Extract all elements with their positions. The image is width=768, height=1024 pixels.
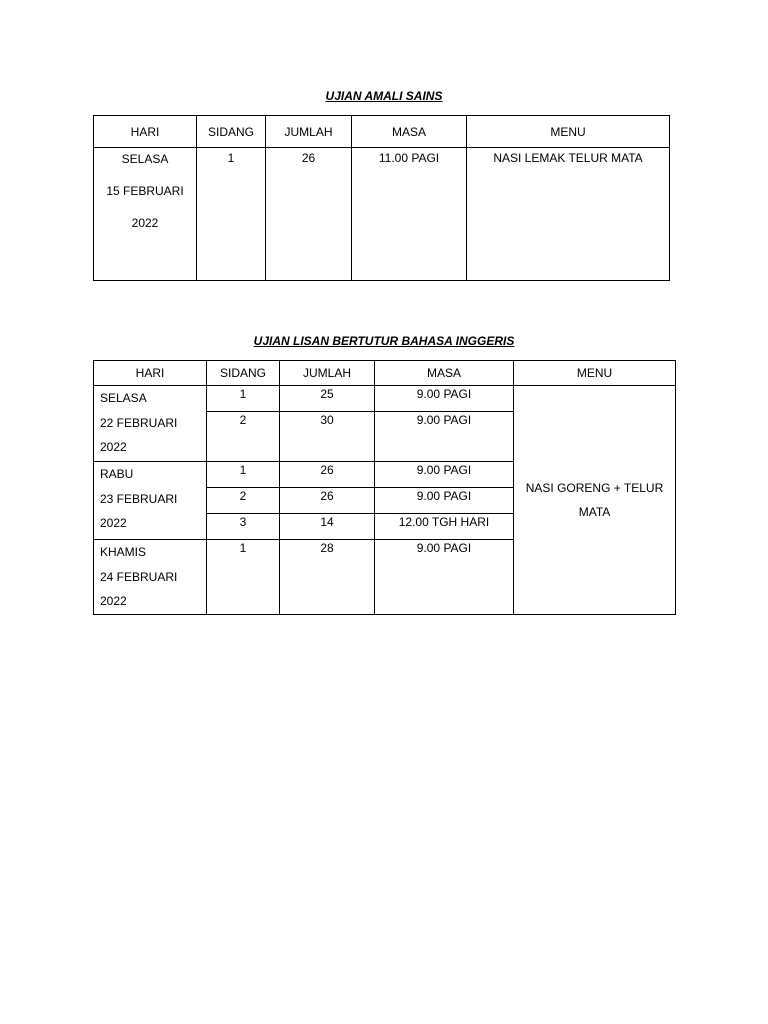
exam2-title: UJIAN LISAN BERTUTUR BAHASA INGGERIS bbox=[253, 334, 515, 348]
sidang-cell: 1 bbox=[207, 386, 280, 412]
jumlah-cell: 28 bbox=[280, 540, 375, 615]
exam2-table bbox=[93, 360, 676, 615]
masa-cell: 11.00 PAGI bbox=[352, 148, 467, 281]
header-masa: MASA bbox=[375, 361, 514, 386]
exam2-header-row bbox=[94, 361, 676, 386]
sidang-cell: 2 bbox=[207, 488, 280, 514]
day-cell bbox=[94, 148, 197, 281]
header-menu: MENU bbox=[467, 116, 670, 148]
sidang-cell: 1 bbox=[197, 148, 266, 281]
sidang-cell: 2 bbox=[207, 412, 280, 462]
masa-cell: 9.00 PAGI bbox=[375, 540, 514, 615]
menu-cell: NASI LEMAK TELUR MATA bbox=[467, 148, 670, 281]
exam1-title: UJIAN AMALI SAINS bbox=[325, 89, 443, 103]
masa-cell: 12.00 TGH HARI bbox=[375, 514, 514, 540]
sidang-cell: 1 bbox=[207, 462, 280, 488]
header-sidang: SIDANG bbox=[207, 361, 280, 386]
jumlah-cell: 25 bbox=[280, 386, 375, 412]
header-jumlah: JUMLAH bbox=[266, 116, 352, 148]
jumlah-cell: 30 bbox=[280, 412, 375, 462]
day-year: 2022 bbox=[100, 516, 127, 531]
day-date: 22 FEBRUARI bbox=[100, 415, 178, 430]
jumlah-cell: 26 bbox=[280, 488, 375, 514]
jumlah-cell: 14 bbox=[280, 514, 375, 540]
day-cell-rabu bbox=[94, 462, 207, 540]
masa-cell: 9.00 PAGI bbox=[375, 412, 514, 462]
table-row bbox=[94, 386, 676, 412]
exam1-table bbox=[93, 115, 670, 281]
day-date: 15 FEBRUARI bbox=[106, 184, 184, 198]
masa-cell: 9.00 PAGI bbox=[375, 386, 514, 412]
header-hari: HARI bbox=[94, 361, 207, 386]
jumlah-cell: 26 bbox=[266, 148, 352, 281]
sidang-cell: 1 bbox=[207, 540, 280, 615]
header-jumlah: JUMLAH bbox=[280, 361, 375, 386]
day-cell-khamis bbox=[94, 540, 207, 615]
exam1-header-row bbox=[94, 116, 670, 148]
header-hari: HARI bbox=[94, 116, 197, 148]
day-name: RABU bbox=[100, 467, 134, 481]
day-date: 24 FEBRUARI bbox=[100, 569, 178, 584]
day-date: 23 FEBRUARI bbox=[100, 491, 178, 506]
menu-line: NASI GORENG + TELUR bbox=[525, 481, 664, 496]
day-year: 2022 bbox=[131, 216, 159, 230]
masa-cell: 9.00 PAGI bbox=[375, 488, 514, 514]
header-sidang: SIDANG bbox=[197, 116, 266, 148]
header-masa: MASA bbox=[352, 116, 467, 148]
day-name: SELASA bbox=[121, 152, 169, 166]
day-name: SELASA bbox=[100, 391, 147, 405]
day-cell-selasa bbox=[94, 386, 207, 462]
table-row bbox=[94, 148, 670, 281]
header-menu: MENU bbox=[514, 361, 676, 386]
day-year: 2022 bbox=[100, 594, 127, 609]
jumlah-cell: 26 bbox=[280, 462, 375, 488]
day-year: 2022 bbox=[100, 440, 127, 455]
menu-line: MATA bbox=[578, 505, 611, 520]
sidang-cell: 3 bbox=[207, 514, 280, 540]
day-name: KHAMIS bbox=[100, 545, 147, 559]
masa-cell: 9.00 PAGI bbox=[375, 462, 514, 488]
menu-cell bbox=[514, 386, 676, 615]
